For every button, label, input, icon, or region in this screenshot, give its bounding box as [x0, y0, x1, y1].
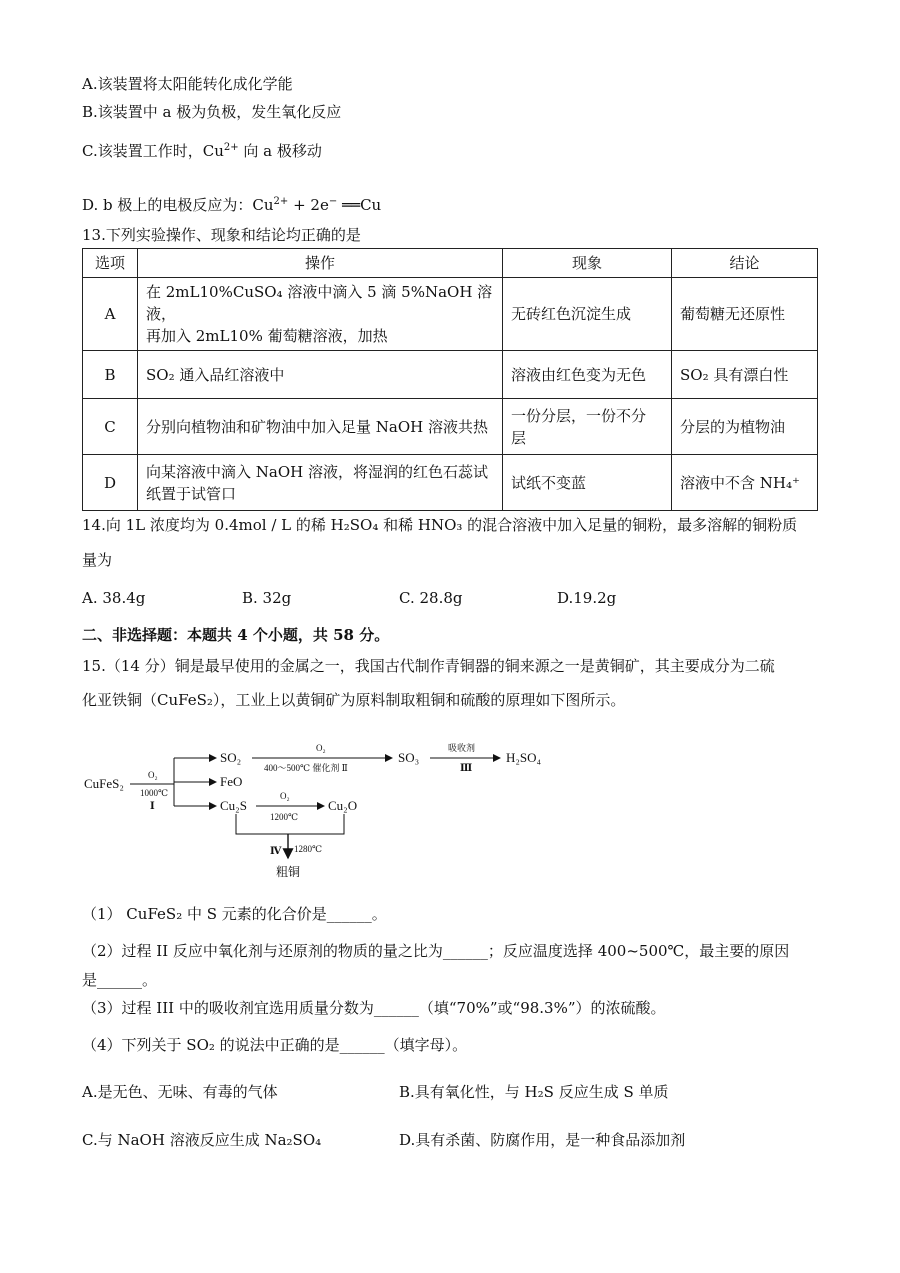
row-phenomenon: 无砖红色沉淀生成 [503, 278, 672, 351]
step3-label: Ⅲ [460, 763, 473, 774]
phenomenon-line: 层 [511, 428, 527, 447]
q15-option-a: A.是无色、无味、有毒的气体 [82, 1083, 278, 1101]
ion-charge: 2+ [223, 142, 239, 153]
row-conclusion: 溶液中不含 NH₄⁺ [672, 455, 818, 511]
q14-option-b: B. 32g [242, 589, 292, 607]
reactant-label: CuFeS₂ [84, 776, 124, 791]
q12-option-d-text: D. b 极上的电极反应为： [82, 196, 253, 214]
process-flow-diagram [80, 730, 580, 890]
operation-line: 向某溶液中滴入 NaOH 溶液，将湿润的红色石蕊试 [146, 462, 488, 481]
header-operation: 操作 [138, 249, 503, 278]
temp3-label: 1200℃ [270, 812, 299, 822]
header-option: 选项 [83, 249, 138, 278]
q15-sub4: （4）下列关于 SO₂ 的说法中正确的是______（填字母）。 [82, 1036, 468, 1054]
q13-table [82, 248, 818, 511]
operation-line: 在 2mL10%CuSO₄ 溶液中滴入 5 滴 5%NaOH 溶液， [146, 283, 493, 323]
table-row [83, 399, 818, 455]
o2-label: O₂ [280, 791, 290, 801]
temp1-label: 1000℃ [140, 788, 169, 798]
operation-line: 再加入 2mL10% 葡萄糖溶液，加热 [146, 327, 388, 345]
step2-condition: 400～500℃ 催化剂 Ⅱ [264, 763, 348, 773]
q13-stem: 13.下列实验操作、现象和结论均正确的是 [82, 226, 361, 244]
row-operation: SO₂ 通入品红溶液中 [138, 351, 503, 399]
cu-ion: Cu [202, 142, 224, 160]
operation-line: 纸置于试管口 [146, 484, 237, 503]
q15-sub2-line1: （2）过程 II 反应中氧化剂与还原剂的物质的量之比为______；反应温度选择 400~500℃，最主要的原因 [82, 942, 790, 960]
table-row [83, 351, 818, 399]
row-phenomenon [503, 399, 672, 455]
q15-sub1: （1） CuFeS₂ 中 S 元素的化合价是______。 [82, 905, 387, 923]
cu2s-label: Cu₂S [220, 798, 247, 813]
q15-sub2-line2: 是______。 [82, 971, 158, 989]
q14-option-c: C. 28.8g [399, 589, 463, 607]
q14-option-a: A. 38.4g [82, 589, 146, 607]
q15-option-d: D.具有杀菌、防腐作用，是一种食品添加剂 [399, 1131, 686, 1149]
row-conclusion: 分层的为植物油 [672, 399, 818, 455]
header-phenomenon: 现象 [503, 249, 672, 278]
eq-arrow: ══ [337, 196, 361, 214]
row-option: D [83, 455, 138, 511]
q15-line2: 化亚铁铜（CuFeS₂），工业上以黄铜矿为原料制取粗铜和硫酸的原理如下图所示。 [82, 691, 626, 709]
q14-option-d: D.19.2g [557, 589, 617, 607]
row-operation: 分别向植物油和矿物油中加入足量 NaOH 溶液共热 [138, 399, 503, 455]
row-option: B [83, 351, 138, 399]
q12-option-c [82, 141, 322, 161]
o2-label: O₂ [316, 743, 326, 753]
table-row [83, 455, 818, 511]
eq-ion-charge: 2+ [273, 196, 289, 207]
row-operation [138, 455, 503, 511]
cu2o-label: Cu₂O [328, 798, 358, 813]
row-phenomenon: 溶液由红色变为无色 [503, 351, 672, 399]
eq-electrons: + 2e [288, 196, 329, 214]
q14-line2: 量为 [82, 551, 113, 569]
o2-label: O₂ [148, 770, 158, 780]
q14-line1: 14.向 1L 浓度均为 0.4mol / L 的稀 H₂SO₄ 和稀 HNO₃ 的混合溶液中加入足量的铜粉，最多溶解的铜粉质 [82, 516, 798, 534]
so3-label: SO₃ [398, 750, 420, 765]
header-conclusion: 结论 [672, 249, 818, 278]
eq-product: Cu [360, 196, 382, 214]
q12-option-b: B.该装置中 a 极为负极，发生氧化反应 [82, 103, 342, 121]
row-phenomenon: 试纸不变蓝 [503, 455, 672, 511]
eq-cu-ion: Cu [252, 196, 274, 214]
eq-electron-charge: − [328, 196, 338, 207]
step1-label: Ⅰ [150, 801, 155, 812]
absorbent-label: 吸收剂 [448, 743, 476, 753]
row-option: A [83, 278, 138, 351]
q15-option-b: B.具有氧化性，与 H₂S 反应生成 S 单质 [399, 1083, 669, 1101]
q12-option-c-tail: 向 a 极移动 [238, 142, 322, 160]
temp4-label: 1280℃ [294, 844, 323, 854]
table-row [83, 278, 818, 351]
feo-label: FeO [220, 774, 243, 789]
row-option: C [83, 399, 138, 455]
product-label: 粗铜 [276, 865, 301, 879]
section-title: 二、非选择题：本题共 4 个小题，共 58 分。 [82, 626, 390, 644]
q12-option-c-text: C.该装置工作时， [82, 142, 203, 160]
q15-line1: 15.（14 分）铜是最早使用的金属之一，我国古代制作青铜器的铜来源之一是黄铜矿，其主要成分为二硫 [82, 657, 775, 675]
step4-label: Ⅳ [270, 846, 282, 857]
q15-sub3: （3）过程 III 中的吸收剂宜选用质量分数为______（填“70%”或“98.3%”）的浓硫酸。 [82, 999, 666, 1017]
h2so4-label: H₂SO₄ [506, 750, 542, 765]
q12-option-a: A.该装置将太阳能转化成化学能 [82, 75, 293, 93]
phenomenon-line: 一份分层，一份不分 [511, 406, 647, 425]
row-conclusion: 葡萄糖无还原性 [672, 278, 818, 351]
row-conclusion: SO₂ 具有漂白性 [672, 351, 818, 399]
so2-label: SO₂ [220, 750, 242, 765]
q15-option-c: C.与 NaOH 溶液反应生成 Na₂SO₄ [82, 1131, 322, 1149]
q12-option-d [82, 195, 381, 215]
row-operation [138, 278, 503, 351]
table-header-row [83, 249, 818, 278]
